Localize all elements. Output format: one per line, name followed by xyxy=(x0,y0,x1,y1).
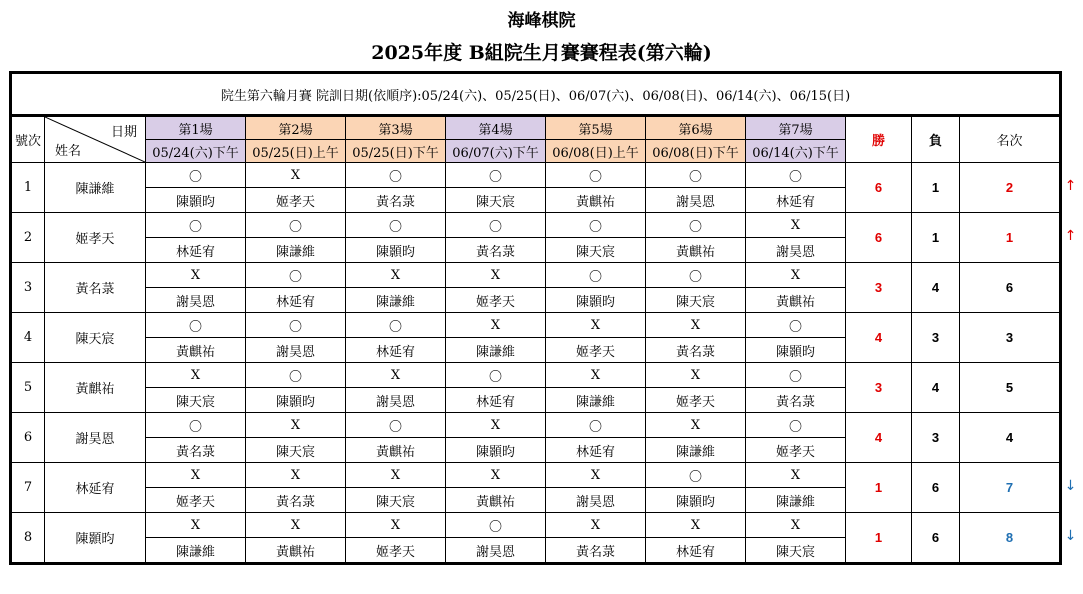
schedule-table xyxy=(9,71,1062,565)
schedule-banner: 院生第六輪月賽 院訓日期(依順序):05/24(六)、05/25(日)、06/07(六)、06/08(日)、06/14(六)、06/15(日) xyxy=(11,73,1061,116)
match-result: 〇 xyxy=(546,263,646,288)
match-opponent: 林延宥 xyxy=(746,188,846,213)
match-opponent: 陳顥昀 xyxy=(346,238,446,263)
player-losses: 6 xyxy=(912,463,960,513)
player-name: 林延宥 xyxy=(45,463,146,513)
match-opponent: 黃麒祐 xyxy=(446,488,546,513)
match-opponent: 黃麒祐 xyxy=(246,538,346,564)
document-subtitle: 2025年度 B組院生月賽賽程表(第六輪) xyxy=(371,42,712,64)
match-opponent: 陳顥昀 xyxy=(546,288,646,313)
player-losses: 6 xyxy=(912,513,960,564)
match-opponent: 陳顥昀 xyxy=(446,438,546,463)
player-rank: 4 xyxy=(960,413,1061,463)
player-row xyxy=(11,213,1061,238)
player-wins: 4 xyxy=(846,413,912,463)
match-result: X xyxy=(346,263,446,288)
player-wins: 4 xyxy=(846,313,912,363)
match-result: 〇 xyxy=(146,413,246,438)
match-result: X xyxy=(446,263,546,288)
player-number: 5 xyxy=(11,363,45,413)
player-name: 姬孝天 xyxy=(45,213,146,263)
arrow-up-icon: ↑ xyxy=(1064,177,1077,194)
player-wins: 3 xyxy=(846,263,912,313)
match-result: 〇 xyxy=(646,263,746,288)
match-result: X xyxy=(746,463,846,488)
match-result: 〇 xyxy=(546,163,646,188)
match-result: X xyxy=(546,513,646,538)
round-header-2: 第2場 xyxy=(246,116,346,140)
player-name: 黃麒祐 xyxy=(45,363,146,413)
match-opponent: 陳天宸 xyxy=(546,238,646,263)
header-no: 號次 xyxy=(11,116,45,163)
document-title: 海峰棋院 xyxy=(507,11,576,31)
match-opponent: 黃名菉 xyxy=(646,338,746,363)
arrow-down-icon: ↓ xyxy=(1064,477,1077,494)
match-result: X xyxy=(246,163,346,188)
match-result: 〇 xyxy=(746,163,846,188)
round-header-4: 第4場 xyxy=(446,116,546,140)
match-result: 〇 xyxy=(146,313,246,338)
match-opponent: 黃名菉 xyxy=(146,438,246,463)
match-result: 〇 xyxy=(746,363,846,388)
match-result: 〇 xyxy=(546,213,646,238)
match-opponent: 黃麒祐 xyxy=(746,288,846,313)
match-result: X xyxy=(246,413,346,438)
match-opponent: 陳謙維 xyxy=(646,438,746,463)
player-wins: 6 xyxy=(846,163,912,213)
arrow-up-icon: ↑ xyxy=(1064,227,1077,244)
round-header-3: 第3場 xyxy=(346,116,446,140)
match-opponent: 陳謙維 xyxy=(346,288,446,313)
player-losses: 1 xyxy=(912,163,960,213)
player-number: 4 xyxy=(11,313,45,363)
match-result: X xyxy=(246,513,346,538)
match-result: X xyxy=(446,313,546,338)
player-name: 謝昊恩 xyxy=(45,413,146,463)
match-result: X xyxy=(746,513,846,538)
match-result: X xyxy=(646,363,746,388)
player-wins: 1 xyxy=(846,463,912,513)
match-result: X xyxy=(146,463,246,488)
match-opponent: 陳天宸 xyxy=(246,438,346,463)
match-opponent: 黃名菉 xyxy=(346,188,446,213)
match-result: X xyxy=(246,463,346,488)
match-opponent: 陳謙維 xyxy=(746,488,846,513)
match-opponent: 謝昊恩 xyxy=(546,488,646,513)
match-opponent: 林延宥 xyxy=(546,438,646,463)
match-opponent: 謝昊恩 xyxy=(646,188,746,213)
round-date-7: 06/14(六)下午 xyxy=(746,140,846,163)
round-date-2: 05/25(日)上午 xyxy=(246,140,346,163)
match-opponent: 謝昊恩 xyxy=(246,338,346,363)
match-opponent: 林延宥 xyxy=(246,288,346,313)
header-losses: 負 xyxy=(912,116,960,163)
match-opponent: 姬孝天 xyxy=(646,388,746,413)
match-result: 〇 xyxy=(146,213,246,238)
match-result: 〇 xyxy=(346,213,446,238)
header-name-label: 姓名 xyxy=(55,144,82,159)
match-result: X xyxy=(346,463,446,488)
round-date-5: 06/08(日)上午 xyxy=(546,140,646,163)
match-result: 〇 xyxy=(446,213,546,238)
player-name: 黃名菉 xyxy=(45,263,146,313)
match-result: X xyxy=(346,363,446,388)
match-opponent: 陳顥昀 xyxy=(746,338,846,363)
player-losses: 3 xyxy=(912,413,960,463)
match-result: X xyxy=(746,213,846,238)
match-opponent: 姬孝天 xyxy=(146,488,246,513)
player-rank: 3 xyxy=(960,313,1061,363)
match-result: 〇 xyxy=(646,463,746,488)
header-date-label: 日期 xyxy=(110,125,137,140)
player-name: 陳謙維 xyxy=(45,163,146,213)
player-number: 6 xyxy=(11,413,45,463)
match-result: 〇 xyxy=(146,163,246,188)
match-result: 〇 xyxy=(246,313,346,338)
match-opponent: 黃麒祐 xyxy=(346,438,446,463)
match-opponent: 黃名菉 xyxy=(746,388,846,413)
match-result: 〇 xyxy=(346,163,446,188)
match-result: X xyxy=(446,413,546,438)
player-number: 2 xyxy=(11,213,45,263)
match-result: 〇 xyxy=(746,413,846,438)
match-result: X xyxy=(546,313,646,338)
player-row xyxy=(11,263,1061,288)
match-result: 〇 xyxy=(546,413,646,438)
player-wins: 6 xyxy=(846,213,912,263)
match-result: 〇 xyxy=(446,363,546,388)
match-opponent: 林延宥 xyxy=(446,388,546,413)
round-header-1: 第1場 xyxy=(146,116,246,140)
round-header-5: 第5場 xyxy=(546,116,646,140)
match-result: X xyxy=(146,513,246,538)
player-rank: 2 xyxy=(960,163,1061,213)
player-row xyxy=(11,163,1061,188)
match-result: 〇 xyxy=(646,163,746,188)
match-result: X xyxy=(146,263,246,288)
player-number: 1 xyxy=(11,163,45,213)
player-row xyxy=(11,413,1061,438)
player-rank: 6 xyxy=(960,263,1061,313)
match-opponent: 陳天宸 xyxy=(746,538,846,564)
match-result: X xyxy=(546,463,646,488)
match-opponent: 謝昊恩 xyxy=(746,238,846,263)
player-row xyxy=(11,463,1061,488)
match-opponent: 陳天宸 xyxy=(646,288,746,313)
match-opponent: 黃麒祐 xyxy=(146,338,246,363)
match-result: 〇 xyxy=(246,363,346,388)
round-date-4: 06/07(六)下午 xyxy=(446,140,546,163)
player-row xyxy=(11,513,1061,538)
match-result: 〇 xyxy=(446,163,546,188)
player-name: 陳顥昀 xyxy=(45,513,146,564)
match-result: X xyxy=(646,313,746,338)
match-opponent: 陳謙維 xyxy=(246,238,346,263)
match-result: 〇 xyxy=(246,263,346,288)
match-opponent: 姬孝天 xyxy=(346,538,446,564)
match-result: X xyxy=(646,513,746,538)
player-rank: 7 xyxy=(960,463,1061,513)
match-result: X xyxy=(646,413,746,438)
player-losses: 3 xyxy=(912,313,960,363)
player-wins: 1 xyxy=(846,513,912,564)
match-opponent: 陳謙維 xyxy=(146,538,246,564)
player-rank: 8 xyxy=(960,513,1061,564)
match-opponent: 陳天宸 xyxy=(146,388,246,413)
match-opponent: 黃名菉 xyxy=(246,488,346,513)
round-header-7: 第7場 xyxy=(746,116,846,140)
match-opponent: 陳天宸 xyxy=(346,488,446,513)
player-losses: 1 xyxy=(912,213,960,263)
match-opponent: 謝昊恩 xyxy=(446,538,546,564)
match-opponent: 黃麒祐 xyxy=(546,188,646,213)
player-losses: 4 xyxy=(912,363,960,413)
match-result: X xyxy=(546,363,646,388)
match-opponent: 姬孝天 xyxy=(246,188,346,213)
player-rank: 1 xyxy=(960,213,1061,263)
match-result: 〇 xyxy=(746,313,846,338)
player-number: 3 xyxy=(11,263,45,313)
match-opponent: 謝昊恩 xyxy=(346,388,446,413)
match-opponent: 姬孝天 xyxy=(546,338,646,363)
header-wins: 勝 xyxy=(846,116,912,163)
match-opponent: 林延宥 xyxy=(646,538,746,564)
round-date-1: 05/24(六)下午 xyxy=(146,140,246,163)
player-losses: 4 xyxy=(912,263,960,313)
match-opponent: 姬孝天 xyxy=(746,438,846,463)
match-result: X xyxy=(346,513,446,538)
match-result: 〇 xyxy=(646,213,746,238)
match-result: X xyxy=(146,363,246,388)
match-opponent: 林延宥 xyxy=(146,238,246,263)
match-opponent: 陳天宸 xyxy=(446,188,546,213)
player-row xyxy=(11,313,1061,338)
round-header-6: 第6場 xyxy=(646,116,746,140)
match-opponent: 陳顥昀 xyxy=(146,188,246,213)
match-opponent: 謝昊恩 xyxy=(146,288,246,313)
match-opponent: 陳顥昀 xyxy=(646,488,746,513)
player-name: 陳天宸 xyxy=(45,313,146,363)
header-date-name-cell xyxy=(45,116,146,163)
round-date-3: 05/25(日)下午 xyxy=(346,140,446,163)
match-opponent: 黃麒祐 xyxy=(646,238,746,263)
player-row xyxy=(11,363,1061,388)
match-opponent: 陳謙維 xyxy=(546,388,646,413)
player-wins: 3 xyxy=(846,363,912,413)
match-result: 〇 xyxy=(346,313,446,338)
match-opponent: 姬孝天 xyxy=(446,288,546,313)
round-date-6: 06/08(日)下午 xyxy=(646,140,746,163)
match-result: 〇 xyxy=(246,213,346,238)
player-rank: 5 xyxy=(960,363,1061,413)
match-opponent: 陳謙維 xyxy=(446,338,546,363)
arrow-down-icon: ↓ xyxy=(1064,528,1077,544)
match-result: X xyxy=(446,463,546,488)
match-result: 〇 xyxy=(446,513,546,538)
match-opponent: 黃名菉 xyxy=(446,238,546,263)
match-result: 〇 xyxy=(346,413,446,438)
header-rank: 名次 xyxy=(960,116,1061,163)
player-number: 8 xyxy=(11,513,45,564)
player-number: 7 xyxy=(11,463,45,513)
match-result: X xyxy=(746,263,846,288)
match-opponent: 黃名菉 xyxy=(546,538,646,564)
match-opponent: 陳顥昀 xyxy=(246,388,346,413)
match-opponent: 林延宥 xyxy=(346,338,446,363)
